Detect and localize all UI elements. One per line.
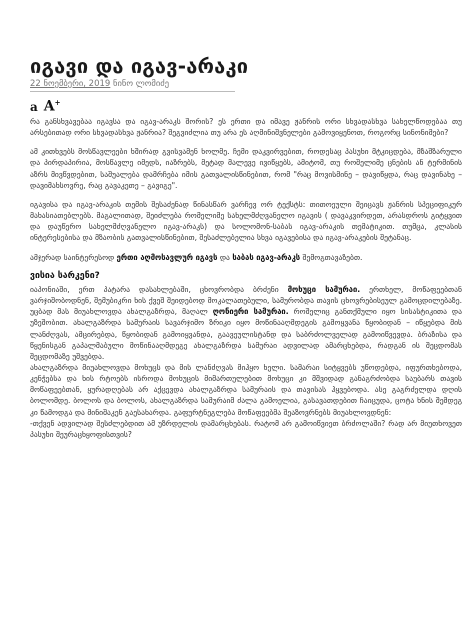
story-paragraph-3: -თქვენ ადვილად შესძლებდით ამ უზრდელის დამარცხებას. რატომ არ გამოიწვიეთ ბრძოლაში? რად არ მიუთხოვეთ პასუხი შეურაცხყოფისთვის? (30, 418, 462, 439)
story-1-text: იაპონიაში, ერთ პატარა დასახლებაში, ცხოვრობდა ბრძენი (30, 284, 279, 294)
story-2-text-post: როშელიც განთქმული იყო სისასტიკითა და უზეშობით. ახალგაზრდა სამურაის სავარჯიმო ზრიკი იყო მოწინააღმდეგის გამოყვანა წყობიდან – იწყებდა მის ლანძღვას, ამცირებდა, წყობიდან გამოიყვანდა, გაავეულისტანდ და საბრძოლველად გამოიწვევდა. ბრაზისა და წყენისგან გაპალმაბული მოწინააღმდეგე ახალგაზრდა სამურაი ადვილად ამარცხებდა, რადგან ის შეცდომას შეცდომაზე უშვებდა. (30, 307, 462, 361)
p4-text-pre: ამჯერად საინტერესოდ (30, 252, 115, 262)
p4-text-mid: და (219, 252, 230, 262)
p4-text-post: შემოგთავაზებთ. (302, 252, 363, 262)
story-1-bold: მოხუცი სამურაი. (287, 284, 361, 294)
article-meta (30, 79, 235, 92)
intro-paragraph-2: ამ კითხვებს მოსწავლეები ხშირად გვისვამენ ხოლმე. ჩემი დაკვირვებით, როდესაც პასუხი მტკიცდება, მზაშზარული და პირდაპირია, მოსწავლე იმედს, იაზრებს, მეტად მალევე ივიწყებს, ამიტომ, თუ როშელიმე ცნების ან ტერმინის აზრს მივწვდებით, საშუალება დამრჩება იმის გათვალისწინებით, რომ "რაც მოვისმინე – დავიწყდა, რაც დავინახე – დავიმახსოვრე, რაც გავაკეთე – გავიგე". (30, 147, 462, 190)
article-author: ნინო ლომიძე (113, 79, 170, 89)
story-paragraph-1 (30, 284, 462, 362)
intro-paragraph-1: რა განსხვავებაა იგავსა და იგავ-არაკს შორის? ეს ერთი და იმავე ჟანრის ორი სხვადასხვა სახელწოდებაა თუ არსებითად ორი სხვადასხვა ჟანრია? შეგვიძლია თუ არა ეს აღმინიშვნელები გამოვიყენოთ, როგორც სინონიმები? (30, 117, 462, 138)
font-size-decrease-button[interactable]: a (30, 99, 38, 114)
story-2-bold: ღონიერი სამურაი. (212, 307, 289, 317)
p4-bold-2: საბას იგავ-არაკს (232, 252, 301, 262)
story-paragraph-2: ახალგაზრდა მიუახლოვდა მოხუცს და მის ლანძღვას მიჰყო ხელი. სამარაი სიტყვებს უწოდებდა, იფურთხებოდა, კენჭებსა და ხის რტოებს ისროდა მოხუცის მიმართულებით მოხუცი კი მშვიდად განაგრძობდა საუბარს თავის მოწაფეებთან, ყურადღებას არ აქცევდა ახალგაზრდა სამურაის და თავისას ჰყვებოდა. ასე გაგრძელდა დღის ბოლომდე. ბოლოს და ბოლოს, ახალგაზრდა სამურაიმ ძალა გამოელია, გასავათდებით ჩაიცუდა, ცოტა ხნის შემდეგ კი წამოდგა და მინიშაკენ გაესახარდა. გაფურტნეგლება მოწაფეებმა შეაზოვრნებს მიუახლოვდნენ: (30, 362, 462, 417)
intro-paragraph-4 (30, 252, 462, 263)
font-size-controls (30, 98, 462, 115)
story-2-text: ერთხელ, მოწაფეებთან ვარჯიშობოდნენ, შემუბიკრი ხის ქვეშ შეიდებოდ მოკალათებული, სამურობდა თავის ცხოვრებისეულ გამოცდილებაზე. უცბად მას მიუახლოვდა ახალგაზრდა, მაღალ (30, 284, 462, 317)
article-date[interactable]: 22 ნოემბერი, 2019 (30, 79, 111, 89)
intro-paragraph-3: იგავისა და იგავ-არაკის თემის შესაძენად წინასწარ ვარჩევ ორ ტექსტს: თითოეული შეიცავს ჟანრის სპეციფიკურ მახასიათებლებს. მაგალითად, შეიძლება რომელიმე სახელმძღვანელო იგავის ( დავაკვირდეთ, არასდროს გიტყვით და დაუწერო სახელმძღვანელო იგავ-არაკს) და სოლომონ-საბას იგავ-არაკის თემატიკით. თუმცა, კლასის ინტერესებისა და მზაობის გათვალისწინებით, შესაძლებელია სხვა იგავებისა და იგავ-არაკების შეტანაც. (30, 199, 462, 243)
p4-bold-1: ერთი აღმოსავლურ იგავს (116, 252, 218, 262)
article-title: იგავი და იგავ-არაკი (30, 54, 249, 78)
font-size-increase-button[interactable]: A+ (43, 98, 61, 115)
font-size-large-label: A (43, 98, 55, 115)
section-heading: ვისია სარკენი? (30, 270, 100, 281)
article-body (30, 116, 462, 440)
